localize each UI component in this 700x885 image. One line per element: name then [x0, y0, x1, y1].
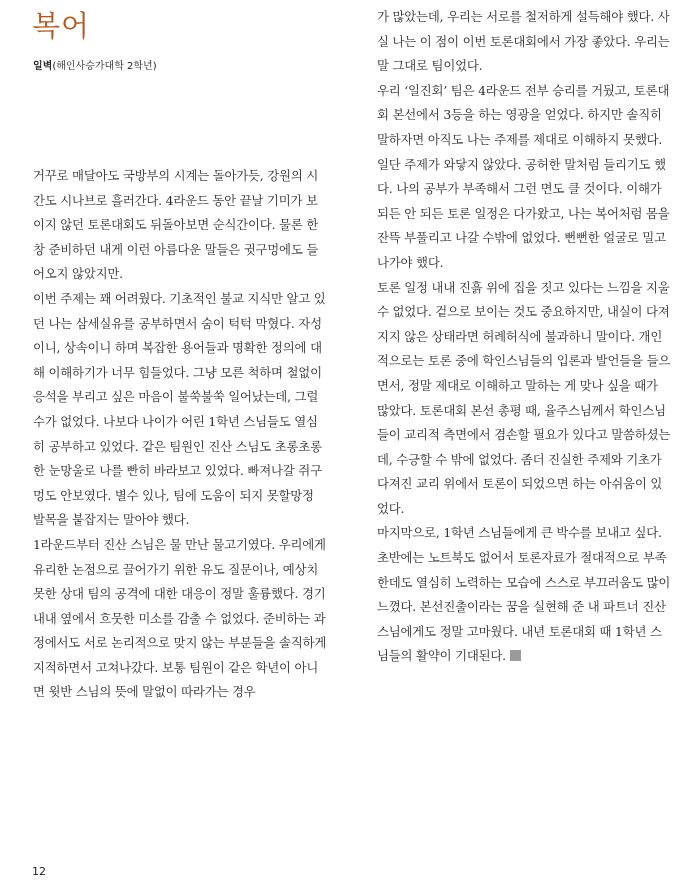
paragraph: 이번 주제는 꽤 어려웠다. 기초적인 불교 지식만 알고 있던 나는 삼세실유를 공부하면서 숨이 턱턱 막혔다. 자성이니, 상속이니 하며 복잡한 용어들과 명확한 정의에 대해 이해하기가 너무 힘들었다. 그냥 모른 척하며 철없이 응석을 부리고 싶은 마음이 불쑥불쑥 일어났는데, 그럴 수가 없었다. 나보다 나이가 어린 1학년 스님들도 열심히 공부하고 있었다. 같은 팀원인 진산 스님도 초롱초롱한 눈망울로 나를 빤히 바라보고 있었다. 빠져나갈 쥐구멍도 안보였다. 별수 있나, 팀에 도움이 되지 못할망정 발목을 붙잡지는 말아야 했다.: [33, 290, 326, 528]
end-square-icon: [510, 650, 521, 661]
author-affiliation: (해인사승가대학 2학년): [52, 61, 157, 72]
paragraph: 가 많았는데, 우리는 서로를 철저하게 설득해야 했다. 사실 나는 이 점이 이번 토론대회에서 가장 좋았다. 우리는 말 그대로 팀이었다.: [377, 9, 670, 74]
paragraph: 거꾸로 매달아도 국방부의 시계는 돌아가듯, 강원의 시간도 시나브로 흘러간다. 4라운드 동안 끝날 기미가 보이지 않던 토론대회도 뒤돌아보면 순식간이다. 물론 한창 준비하던 내게 이런 아름다운 말들은 귓구멍에도 들어오지 않았지만.: [33, 168, 319, 282]
author-name: 일벽: [33, 61, 53, 72]
byline: [33, 57, 157, 72]
paragraph-text: 마지막으로, 1학년 스님들에게 큰 박수를 보내고 싶다. 초반에는 노트북도 없어서 토론자료가 절대적으로 부족한데도 열심히 노력하는 모습에 스스로 부끄러움도 많이 느꼈다. 본선진출이라는 꿈을 실현해 준 내 파트너 진산 스님에게도 정말 고마웠다. 내년 토론대회 때 1학년 스님들의 활약이 기대된다.: [377, 525, 671, 664]
left-column: [33, 164, 329, 705]
right-column: [377, 5, 673, 669]
paragraph-last: [377, 521, 673, 669]
paragraph: 우리 ‘일진회’ 팀은 4라운드 전부 승리를 거뒀고, 토론대회 본선에서 3등을 하는 영광을 얻었다. 하지만 솔직히 말하자면 아직도 나는 주제를 제대로 이해하지 못했다. 일단 주제가 와닿지 않았다. 공허한 말처럼 들리기도 했다. 나의 공부가 부족해서 그런 면도 클 것이다. 이해가 되든 안 되든 토론 일정은 다가왔고, 나는 복어처럼 몸을 잔뜩 부풀리고 나갈 수밖에 없었다. 뻔뻔한 얼굴로 밀고 나가야 했다.: [377, 82, 670, 270]
paragraph: 토론 일정 내내 진흙 위에 집을 짓고 있다는 느낌을 지울 수 없었다. 겉으로 보이는 것도 중요하지만, 내실이 다져지지 않은 상태라면 허례허식에 불과하니 말이다. 개인적으로는 토론 중에 학인스님들의 입론과 발언들을 들으면서, 정말 제대로 이해하고 말하는 게 맞나 싶을 때가 많았다. 토론대회 본선 총평 때, 율주스님께서 학인스님들이 교리적 측면에서 겸손할 필요가 있다고 말씀하셨는데, 수긍할 수 밖에 없었다. 좀더 진실한 주제와 기초가 다져진 교리 위에서 토론이 되었으면 하는 아쉬움이 있었다.: [377, 279, 671, 516]
page-number: 12: [32, 865, 46, 878]
article-title: 복어: [32, 9, 91, 43]
paragraph: 1라운드부터 진산 스님은 물 만난 물고기였다. 우리에게 유리한 논점으로 끌어가기 위한 유도 질문이나, 예상치 못한 상대 팀의 공격에 대한 대응이 정말 훌륭했다. 경기 내내 옆에서 흐뭇한 미소를 감출 수 없었다. 준비하는 과정에서도 서로 논리적으로 맞지 않는 부분들을 솔직하게 지적하면서 고쳐나갔다. 보통 팀원이 같은 학년이 아니면 윗반 스님의 뜻에 말없이 따라가는 경우: [33, 536, 327, 700]
